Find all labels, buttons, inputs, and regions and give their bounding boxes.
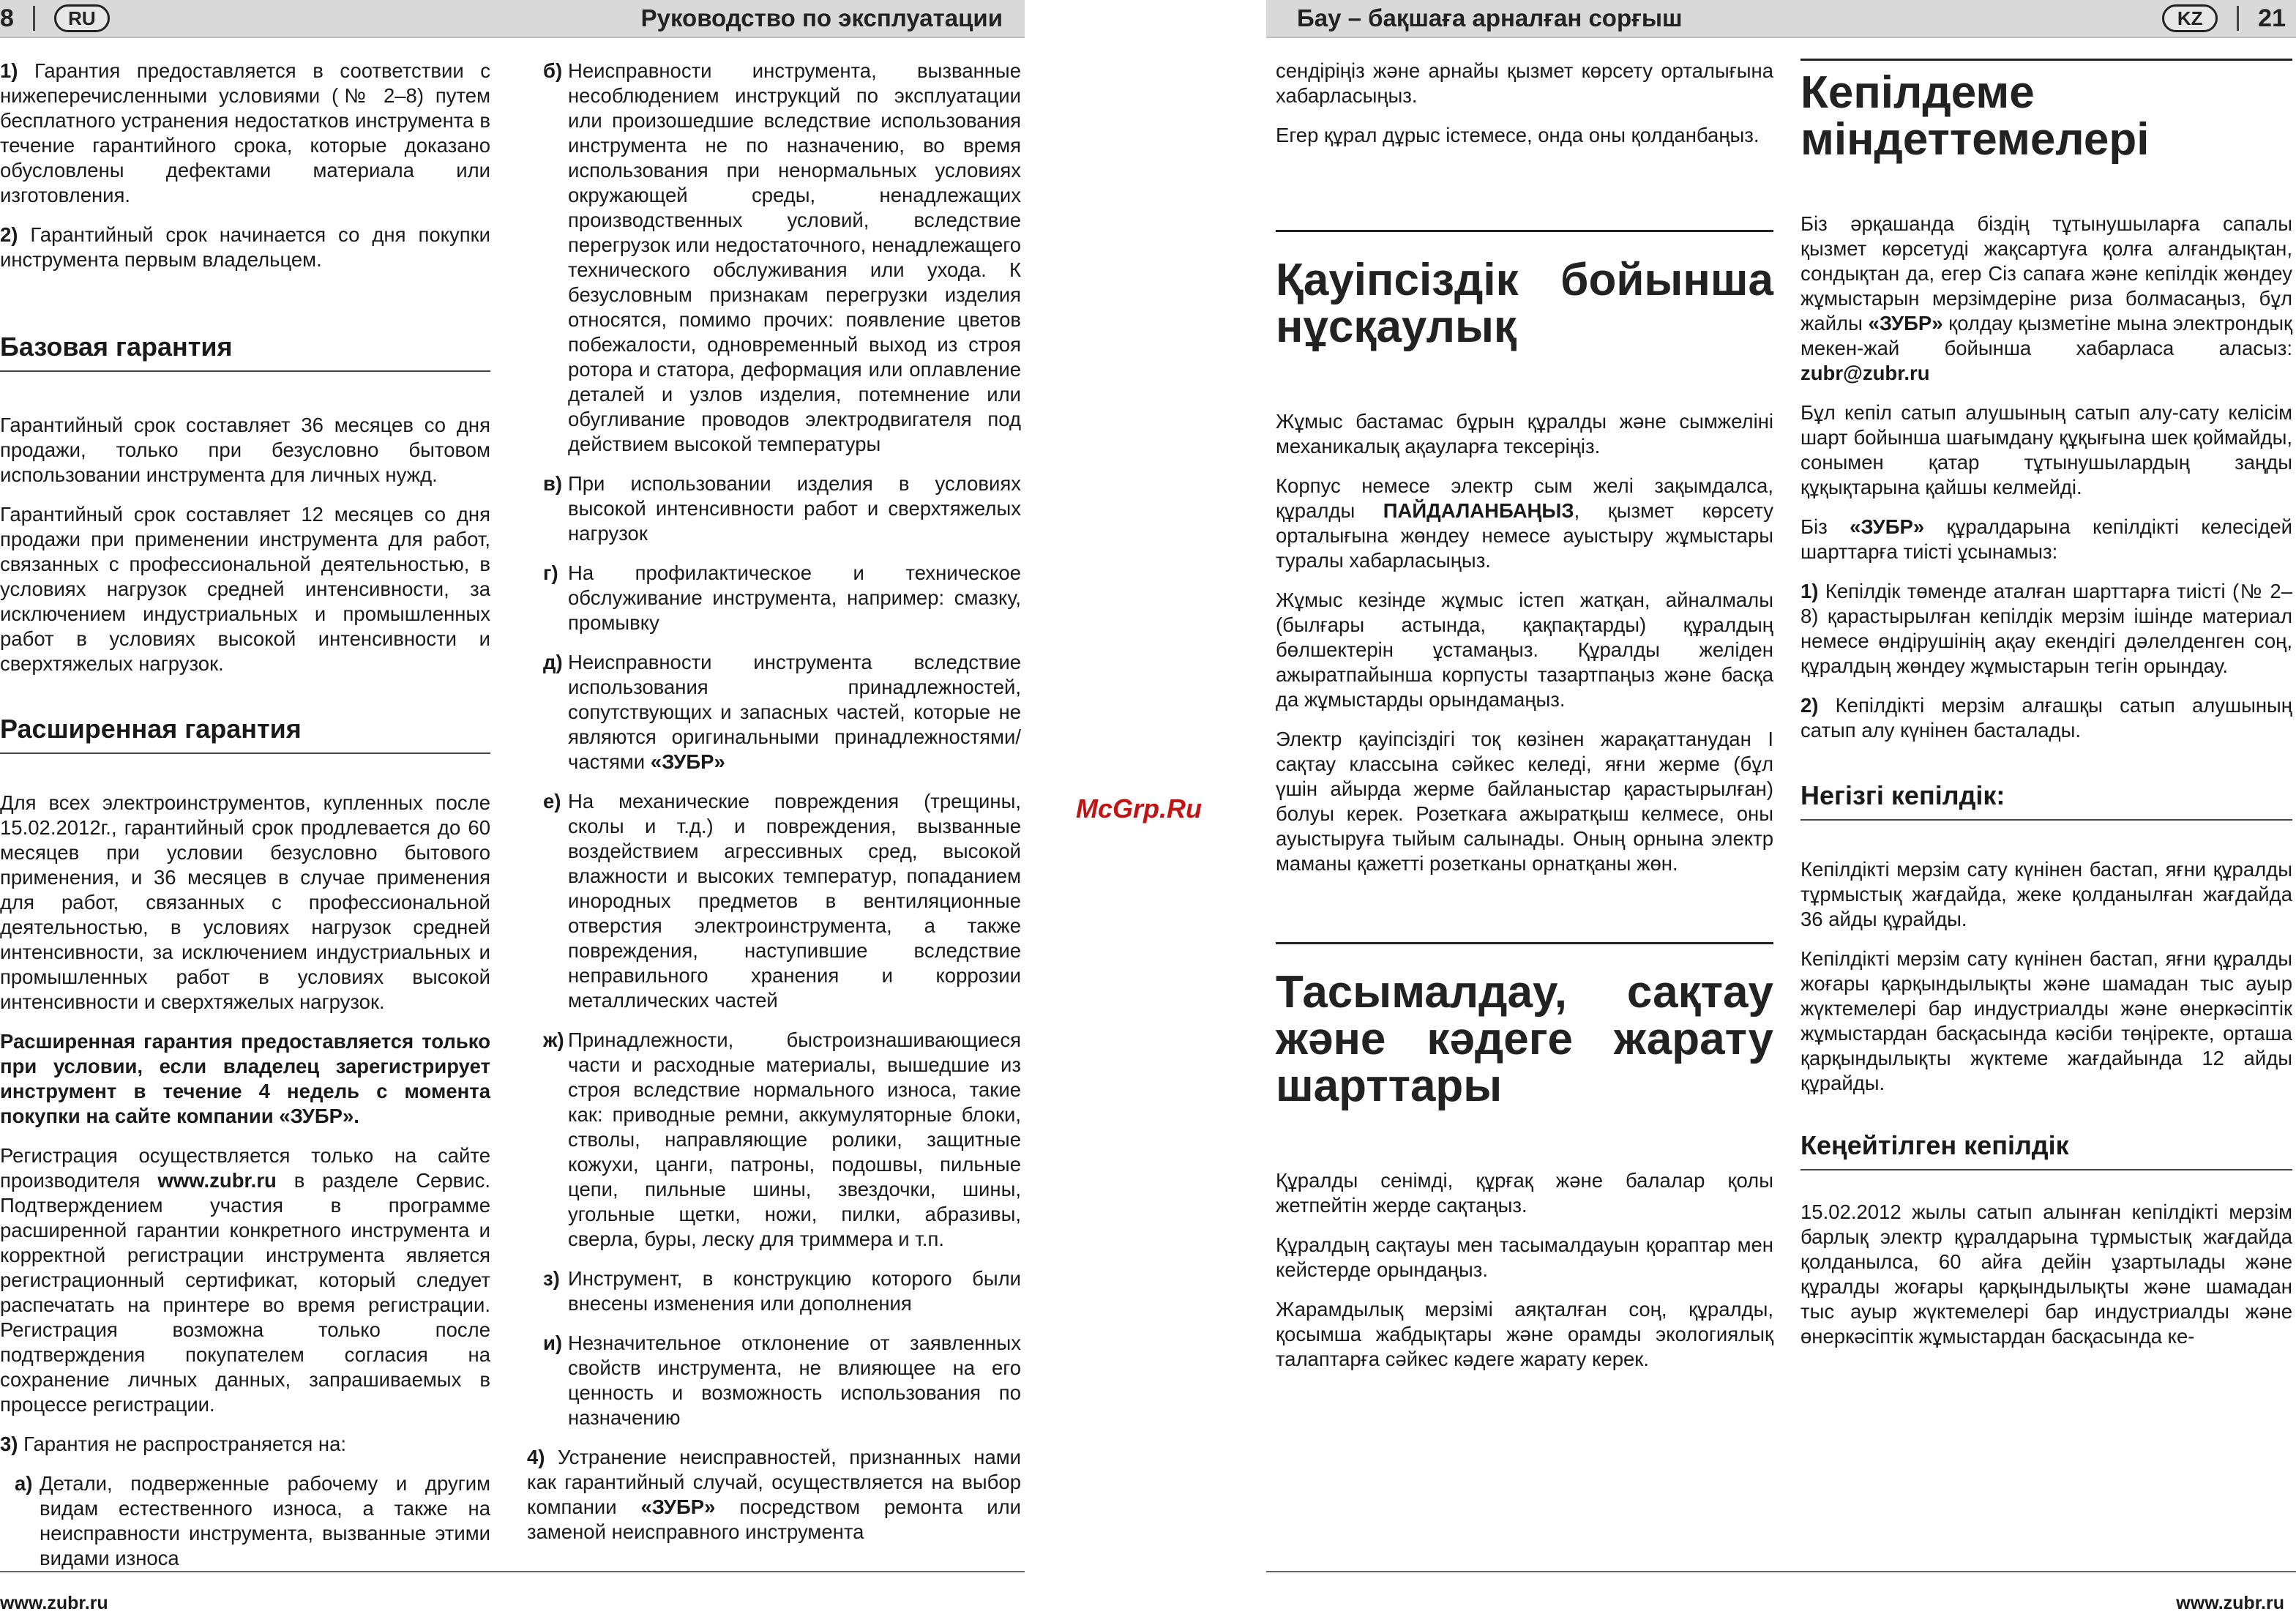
site-link[interactable]: www.zubr.ru bbox=[157, 1169, 277, 1192]
paragraph: Жұмыс бастамас бұрын құралды және сымжеліні механикалық ақауларға тексеріңіз. bbox=[1276, 410, 1773, 458]
list-item: и) Незначительное отклонение от заявленных свойств инструмента, не влияющее на его ценность и возможность использования по назначению bbox=[543, 1332, 1021, 1429]
divider bbox=[33, 6, 35, 31]
paragraph: Корпус немесе электр сым желі зақымдалса, құралды ПАЙДАЛАНБАҢЫЗ, қызмет көрсету орталығына жөндеу немесе ауыстыру жұмыстары туралы хабарласыңыз. bbox=[1276, 474, 1773, 572]
paragraph: Құралды сенімді, құрғақ және балалар қолы жетпейтін жерде сақтаңыз. bbox=[1276, 1169, 1773, 1217]
list-item: з) Инструмент, в конструкцию которого были внесены изменения или дополнения bbox=[543, 1267, 1021, 1315]
section-heading: Расширенная гарантия bbox=[0, 713, 490, 754]
list-item: б) Неисправности инструмента, вызванные несоблюдением инструкций по эксплуатации или произошедшие вследствие использования инструмента не по назначению, во время использования при ненормальных условиях окружающей среды, ненадлежащих производственных условий, вследствие перегрузок или недостаточного, ненадлежащего технического обслуживания или ухода. К безусловным признакам перегрузки изделия относятся, помимо прочих: появление цветов побежалости, одновременный выход из строя ротора и статора, деформация или оплавление деталей и узлов изделия, потемнение или обугливание проводов электродвигателя под действием высокой температуры bbox=[543, 59, 1022, 455]
section-heading: Базовая гарантия bbox=[0, 331, 490, 372]
paragraph: Кепілдікті мерзім сату күнінен бастап, яғни құралды тұрмыстық жағдайда, жеке қолданылған жағдайда 36 айды құрайды. bbox=[1800, 858, 2292, 930]
paragraph: 3) Гарантия не распространяется на: bbox=[0, 1433, 347, 1455]
list-item: ж) Принадлежности, быстроизнашивающиеся части и расходные материалы, вышедшие из строя вследствие нормального износа, такие как: приводные ремни, аккумуляторные блоки, стволы, направляющие ролики, защитные кожухи, цанги, патроны, подошвы, пильные цепи, пильные шины, звездочки, шины, угольные щетки, ножи, пилки, абразивы, сверла, буры, леску для триммера и т.п. bbox=[543, 1028, 1021, 1250]
paragraph: Жарамдылық мерзімі аяқталған соң, құралды, қосымша жабдықтары және орамды экологиялық талаптарға сәйкес кәдеге жарату керек. bbox=[1276, 1298, 1773, 1370]
right-footer: www.zubr.ru bbox=[1266, 1571, 2296, 1614]
paragraph: 15.02.2012 жылы сатып алынған кепілдікті мерзім барлық электр құралдарына тұрмыстық жағдайда қолданылса, 60 айға дейін ұзартылады және құралды жоғары қарқындылықты және шамадан тыс ауыр жүктемелері бар индустриалды және өнеркәсіптік жұмыстардан басқасында ке- bbox=[1800, 1200, 2292, 1348]
section-title: Қауіпсіздік бойынша нұсқаулық bbox=[1276, 230, 1773, 351]
paragraph: Гарантийный срок составляет 36 месяцев со дня продажи, только при безусловно бытовом использовании инструмента для личных нужд. bbox=[0, 414, 490, 486]
list-item: д) Неисправности инструмента вследствие использования принадлежностей, сопутствующих и запасных частей, которые не являются оригинальными принадлежностями/частями «ЗУБР» bbox=[543, 651, 1021, 773]
list-item: в) При использовании изделия в условиях высокой интенсивности работ и сверхтяжелых нагрузок bbox=[543, 472, 1021, 545]
divider bbox=[2237, 6, 2239, 31]
right-col-2 bbox=[1800, 59, 2292, 1364]
paragraph: Егер құрал дұрыс істемесе, онда оны қолданбаңыз. bbox=[1276, 124, 1760, 146]
section-heading: Негізгі кепілдік: bbox=[1800, 780, 2292, 821]
list-item: а) Детали, подверженные рабочему и другим видам естественного износа, а также на неисправности инструмента, вызванные этими видами износа bbox=[15, 1472, 490, 1569]
left-header bbox=[0, 0, 1025, 38]
paragraph: Расширенная гарантия предоставляется только при условии, если владелец зарегистрирует инструмент в течение 4 недель с момента покупки на сайте компании «ЗУБР». bbox=[0, 1030, 490, 1127]
paragraph: 1) Гарантия предоставляется в соответствии с нижеперечисленными условиями (№ 2–8) путем бесплатного устранения недостатков инструмента в течение гарантийного срока, которые доказано обусловлены дефектами материала или изготовления. bbox=[0, 59, 490, 206]
left-col-2 bbox=[527, 59, 1021, 1559]
paragraph: Электр қауіпсіздігі тоқ көзінен жарақаттанудан I сақтау классына сәйкес келеді, яғни жерме (бұл үшін айырда жерме байланыстар қарастырылған) болуы керек. Розеткаға ажыратқыш келмесе, оны ауыстыруға тыйым салынады. Оның орнына электр маманы қажетті розетканы орнатқаны жөн. bbox=[1276, 728, 1773, 875]
watermark: McGrp.Ru bbox=[1076, 793, 1203, 824]
paragraph: Кепілдікті мерзім сату күнінен бастап, яғни құралды жоғары қарқындылықты және шамадан тыс ауыр жүктемелері бар индустриалды және өнеркәсіптік жұмыстардан басқасында кәсіби төңіректе, орташа қарқындылықты жүктеме жағдайында 12 айды құрайды. bbox=[1800, 947, 2292, 1094]
paragraph: Бұл кепіл сатып алушының сатып алу-сату келісім шарт бойынша шағымдану құқығына шек қоймайды, сонымен қатар тұтынушылардың заңды құқықтарына қайшы келмейді. bbox=[1800, 401, 2292, 498]
right-header bbox=[1266, 0, 2296, 38]
section-title: Кепілдеме міндеттемелері bbox=[1800, 59, 2292, 163]
paragraph: 1) Кепілдік төменде аталған шарттарға тиісті (№ 2–8) қарастырылған кепілдік мерзім ішінде материал немесе өндірушінің ақау екендігі дәлелденген соң, құралдың жөндеу жұмыстарын тегін орындау. bbox=[1800, 580, 2292, 677]
left-page bbox=[0, 0, 1025, 1617]
paragraph: Құралдың сақтауы мен тасымалдауын қораптар мен кейстерде орындаңыз. bbox=[1276, 1233, 1773, 1281]
email-link[interactable]: zubr@zubr.ru bbox=[1800, 362, 1930, 384]
paragraph: Регистрация осуществляется только на сайте производителя www.zubr.ru в разделе Сервис. Подтверждением участия в программе расширенной гарантии конкретного инструмента и корректной регистрации инструмента является регистрационный сертификат, который следует распечатать на принтере во время регистрации. Регистрация возможна только после подтверждения покупателем согласия на сохранение личных данных, запрашиваемых в процессе регистрации. bbox=[0, 1144, 491, 1416]
paragraph: Для всех электроинструментов, купленных после 15.02.2012г., гарантийный срок продлевается до 60 месяцев при условии безусловно бытового применения, и 36 месяцев в случае применения для работ, связанных с профессиональной деятельностью, в условиях нагрузок средней интенсивности, за исключением индустриальных и промышленных работ в условиях высокой интенсивности и сверхтяжелых нагрузок. bbox=[0, 791, 490, 1013]
paragraph: Гарантийный срок составляет 12 месяцев со дня продажи при применении инструмента для работ, связанных с профессиональной деятельностью, в условиях нагрузок средней интенсивности, за исключением индустриальных и промышленных работ в условиях высокой интенсивности и сверхтяжелых нагрузок. bbox=[0, 503, 490, 675]
paragraph: 2) Гарантийный срок начинается со дня покупки инструмента первым владельцем. bbox=[0, 223, 491, 271]
right-col-1 bbox=[1276, 59, 1773, 1386]
right-page bbox=[1266, 0, 2296, 1617]
list-item: е) На механические повреждения (трещины, сколы и т.д.) и повреждения, вызванные воздействием агрессивных сред, высокой влажности и высоких температур, попаданием инородных предметов в вентиляционные отверстия электроинструмента, а также повреждения, наступившие вследствие неправильного хранения и коррозии металлических частей bbox=[543, 790, 1021, 1012]
section-title: Тасымалдау, сақтау және кәдеге жарату шарттары bbox=[1276, 942, 1773, 1110]
lang-badge: KZ bbox=[2162, 4, 2218, 32]
paragraph: Біз «ЗУБР» құралдарына кепілдікті келесідей шарттарға тиісті ұсынамыз: bbox=[1800, 515, 2292, 563]
section-heading: Кеңейтілген кепілдік bbox=[1800, 1129, 2292, 1170]
left-col-1 bbox=[0, 59, 490, 1586]
left-footer: www.zubr.ru bbox=[0, 1571, 1025, 1614]
header-title: Руководство по эксплуатации bbox=[640, 4, 1003, 31]
list-item: г) На профилактическое и техническое обслуживание инструмента, например: смазку, промывку bbox=[543, 561, 1021, 634]
paragraph: 4) Устранение неисправностей, признанных нами как гарантийный случай, осуществляется на выбор компании «ЗУБР» посредством ремонта или заменой неисправного инструмента bbox=[527, 1446, 1022, 1543]
paragraph: сендіріңіз және арнайы қызмет көрсету орталығына хабарласыңыз. bbox=[1276, 59, 1773, 107]
page-number: 8 bbox=[0, 4, 14, 32]
paragraph: 2) Кепілдікті мерзім алғашқы сатып алушының сатып алу күнінен басталады. bbox=[1800, 694, 2292, 742]
paragraph: Біз әрқашанда біздің тұтынушыларға сапалы қызмет көрсетуді жақсартуға қолға алғандықтан, сондықтан да, егер Сіз сапаға және кепілдік жөндеу жұмыстарын мерзімдеріне риза болмасаңыз, бұл жайлы «ЗУБР» қолдау қызметіне мына электрондық мекен-жай бойынша хабарласа аласыз: zubr@zubr.ru bbox=[1800, 212, 2293, 384]
lang-badge: RU bbox=[54, 4, 110, 32]
header-title: Бау – бақшаға арналған сорғыш bbox=[1297, 4, 1683, 31]
paragraph: Жұмыс кезінде жұмыс істеп жатқан, айналмалы (былғары астында, қақпақтарды) құралдың бөлшектерін ұстамаңыз. Құралды желіден ажыратпайынша корпусты тазартпаңыз және басқа да жұмыстарды орындамаңыз. bbox=[1276, 589, 1773, 711]
page-number: 21 bbox=[2258, 4, 2286, 32]
